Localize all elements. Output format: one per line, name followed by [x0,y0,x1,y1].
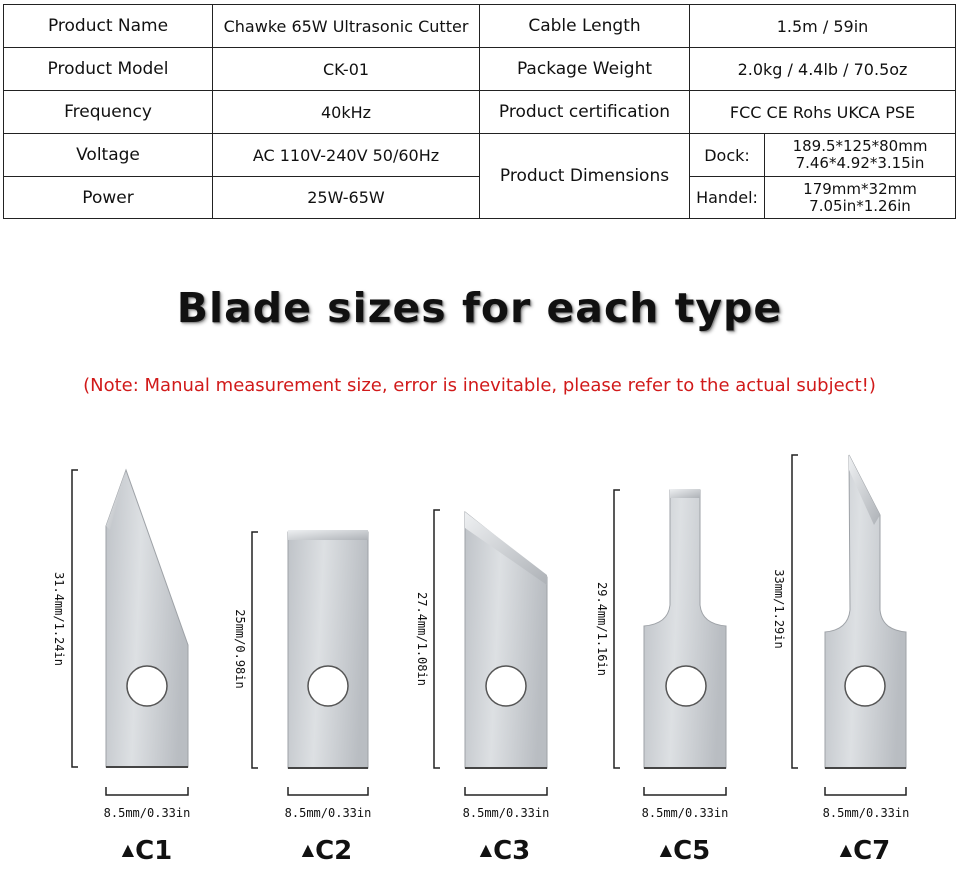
blade-c3-width: 8.5mm/0.33in [462,806,550,820]
blade-c2-height: 25mm/0.98in [233,609,247,689]
section-title: Blade sizes for each type [176,284,783,332]
power-value: 25W-65W [213,177,480,219]
measurement-note: (Note: Manual measurement size, error is inevitable, please refer to the actual subject!) [83,375,876,396]
blade-c7 [825,455,906,768]
blade-c2-width: 8.5mm/0.33in [284,806,372,820]
package-weight-value: 2.0kg / 4.4lb / 70.5oz [690,48,956,91]
handle-value-mm: 179mm*32mm [803,179,917,198]
package-weight-label: Package Weight [480,48,690,91]
blade-c1-label [97,836,197,866]
blade-c2-label [277,836,377,866]
blade-c5-height: 29.4mm/1.16in [595,582,609,676]
blade-c7-label [815,836,915,866]
triangle-marker-icon: ▲ [479,840,493,859]
blade-c5-label [635,836,735,866]
blade-c7-height: 33mm/1.29in [772,569,786,649]
product-model-value: CK-01 [213,48,480,91]
cable-length-label: Cable Length [480,5,690,48]
blade-c2-name: C2 [315,836,353,866]
dock-value-in: 7.46*4.92*3.15in [795,154,925,172]
blade-c7-name: C7 [853,836,891,866]
spec-row [4,5,956,48]
power-label: Power [4,177,213,219]
handle-value [765,177,956,219]
blade-c5-width: 8.5mm/0.33in [641,806,729,820]
dock-label: Dock: [690,134,765,177]
dock-value [765,134,956,177]
frequency-label: Frequency [4,91,213,134]
blade-c3-height: 27.4mm/1.08in [415,592,429,686]
triangle-marker-icon: ▲ [121,840,135,859]
triangle-marker-icon: ▲ [301,840,315,859]
spec-table [3,4,956,219]
product-name-value: Chawke 65W Ultrasonic Cutter [213,5,480,48]
dimensions-label: Product Dimensions [480,134,690,219]
certification-value: FCC CE Rohs UKCA PSE [690,91,956,134]
frequency-value: 40kHz [213,91,480,134]
voltage-label: Voltage [4,134,213,177]
blade-c5 [644,489,726,768]
product-model-label: Product Model [4,48,213,91]
blade-c1-name: C1 [135,836,173,866]
blade-c2 [288,530,368,768]
blade-c3 [465,512,547,768]
certification-label: Product certification [480,91,690,134]
voltage-value: AC 110V-240V 50/60Hz [213,134,480,177]
blade-c1 [106,470,188,767]
handle-label: Handel: [690,177,765,219]
blade-c3-label [455,836,555,866]
triangle-marker-icon: ▲ [839,840,853,859]
product-name-label: Product Name [4,5,213,48]
blade-c5-name: C5 [673,836,711,866]
blade-c1-height: 31.4mm/1.24in [52,572,66,666]
blade-c7-width: 8.5mm/0.33in [822,806,910,820]
dock-value-mm: 189.5*125*80mm [792,137,928,155]
cable-length-value: 1.5m / 59in [690,5,956,48]
spec-row [4,48,956,91]
spec-row [4,134,956,177]
blade-c1-width: 8.5mm/0.33in [103,806,191,820]
spec-row [4,91,956,134]
handle-value-in: 7.05in*1.26in [809,196,911,215]
triangle-marker-icon: ▲ [659,840,673,859]
blade-c3-name: C3 [493,836,531,866]
blade-diagram [0,440,959,840]
